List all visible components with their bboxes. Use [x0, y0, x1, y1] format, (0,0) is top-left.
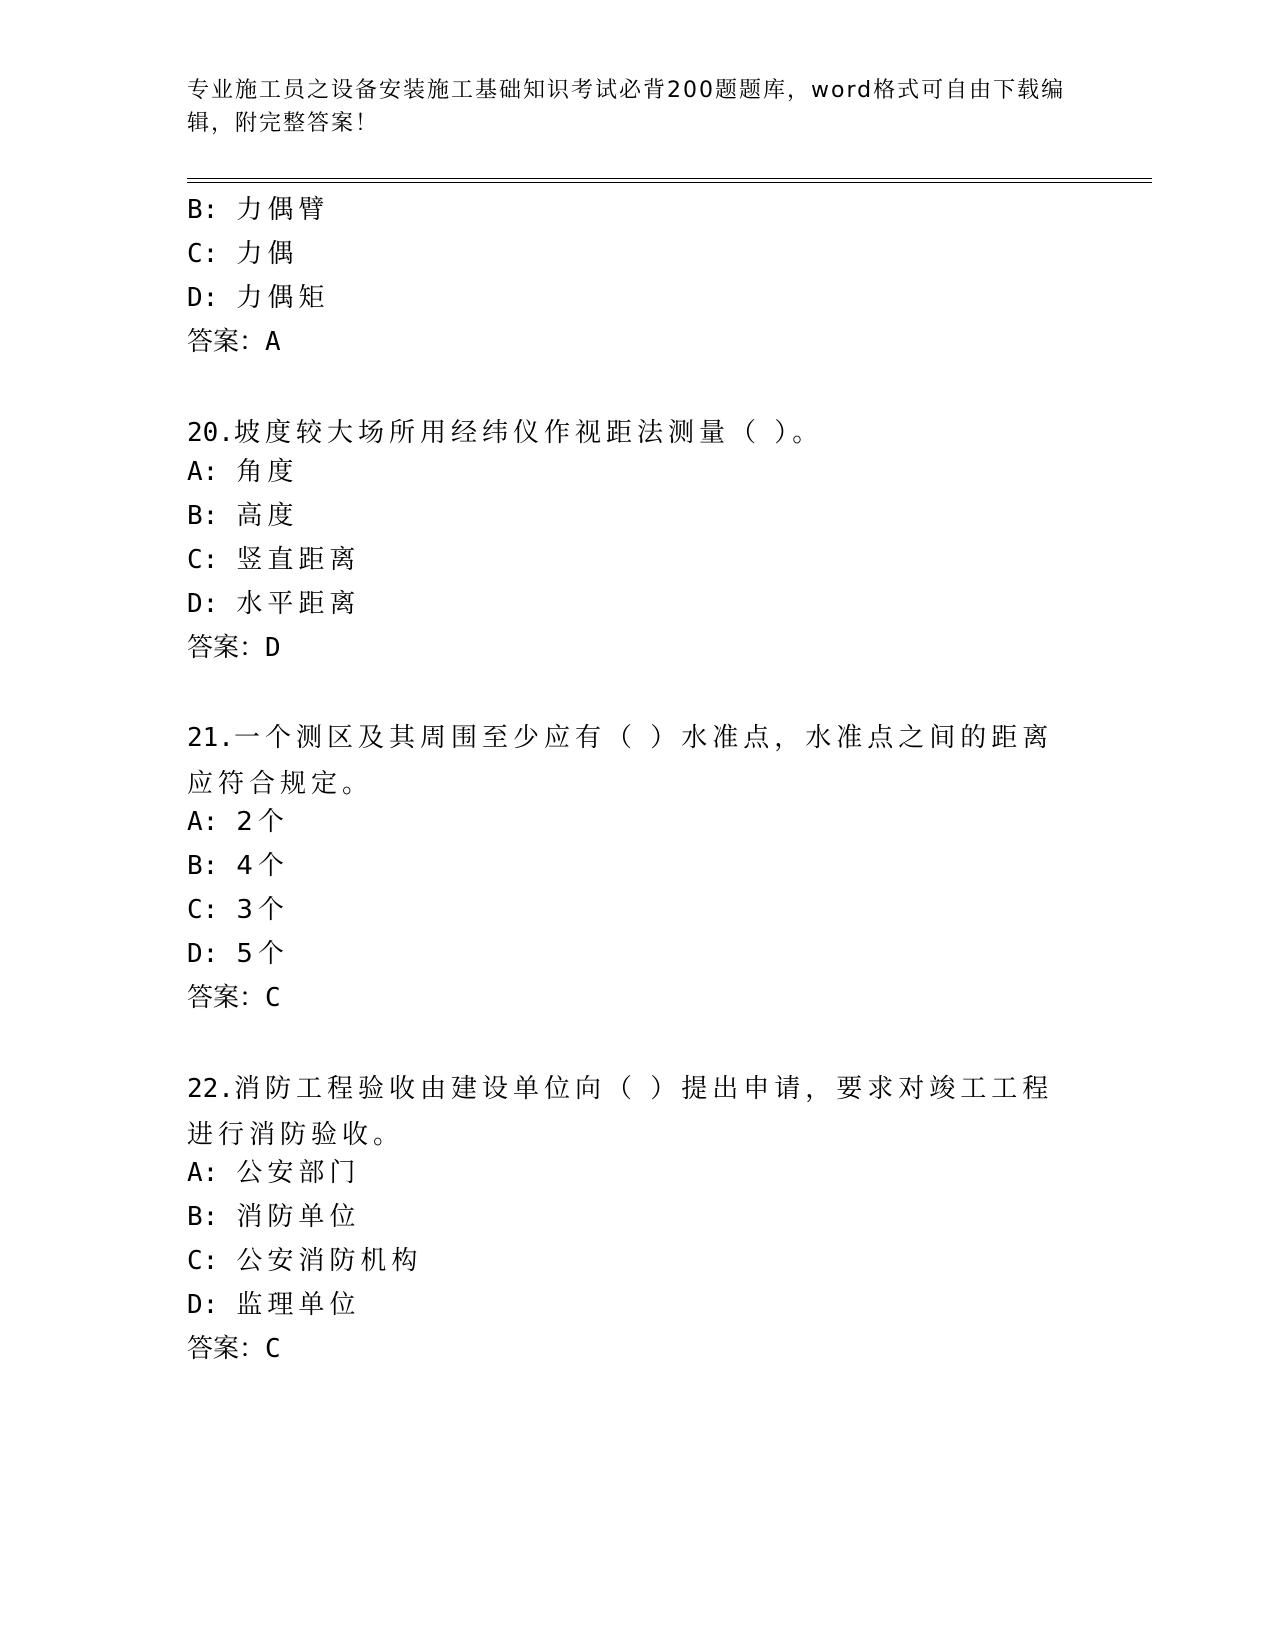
option-row	[187, 1201, 360, 1233]
option-row	[187, 456, 298, 488]
document-header	[187, 74, 1067, 140]
question-text	[187, 715, 1067, 807]
option-row	[187, 850, 289, 882]
option-label: C:	[187, 1246, 219, 1276]
answer-label: 答案：	[187, 633, 266, 663]
document-title: 专业施工员之设备安装施工基础知识考试必背200题题库，word格式可自由下载编辑，附完整答案！	[187, 78, 1066, 136]
question-text	[187, 410, 1067, 456]
option-label: D:	[187, 589, 219, 619]
answer-label: 答案：	[187, 1334, 266, 1364]
option-text: 4个	[236, 851, 289, 881]
option-label: C:	[187, 895, 219, 925]
answer-value: D	[265, 633, 281, 663]
option-text: 角度	[236, 457, 299, 487]
option-row	[187, 588, 360, 620]
option-text: 5个	[236, 939, 289, 969]
option-label: D:	[187, 283, 219, 313]
question-number: 20.	[187, 418, 234, 448]
option-row	[187, 544, 360, 576]
header-divider-bottom	[187, 182, 1152, 183]
option-text: 力偶臂	[236, 195, 330, 225]
option-text: 竖直距离	[236, 545, 361, 575]
option-text: 监理单位	[236, 1290, 361, 1320]
option-text: 水平距离	[236, 589, 361, 619]
option-label: C:	[187, 239, 219, 269]
question-text	[187, 1066, 1067, 1158]
answer-line	[187, 1333, 281, 1365]
option-row	[187, 194, 329, 226]
header-divider-top	[187, 178, 1152, 179]
question-body: 消防工程验收由建设单位向（ ）提出申请，要求对竣工工程进行消防验收。	[187, 1074, 1054, 1150]
option-row	[187, 806, 289, 838]
option-label: B:	[187, 1202, 219, 1232]
question-number: 22.	[187, 1074, 234, 1104]
option-text: 消防单位	[236, 1202, 361, 1232]
option-row	[187, 1245, 422, 1277]
option-text: 公安消防机构	[236, 1246, 423, 1276]
question-body: 坡度较大场所用经纬仪作视距法测量（ ）。	[233, 418, 824, 448]
answer-line	[187, 632, 281, 664]
option-label: B:	[187, 195, 219, 225]
answer-value: C	[265, 1334, 281, 1364]
option-text: 高度	[236, 501, 299, 531]
option-text: 2个	[236, 807, 289, 837]
option-label: A:	[187, 807, 219, 837]
option-text: 力偶	[236, 239, 299, 269]
answer-value: A	[265, 327, 281, 357]
question-body: 一个测区及其周围至少应有（ ）水准点，水准点之间的距离应符合规定。	[187, 723, 1054, 799]
question-number: 21.	[187, 723, 234, 753]
option-row	[187, 894, 289, 926]
option-label: A:	[187, 457, 219, 487]
answer-value: C	[265, 983, 281, 1013]
option-label: C:	[187, 545, 219, 575]
option-label: A:	[187, 1158, 219, 1188]
option-text: 3个	[236, 895, 289, 925]
option-row	[187, 1289, 360, 1321]
answer-label: 答案：	[187, 983, 266, 1013]
option-row	[187, 938, 289, 970]
option-label: B:	[187, 501, 219, 531]
option-text: 公安部门	[236, 1158, 361, 1188]
option-text: 力偶矩	[236, 283, 330, 313]
option-label: D:	[187, 939, 219, 969]
answer-label: 答案：	[187, 327, 266, 357]
option-label: B:	[187, 851, 219, 881]
option-row	[187, 500, 298, 532]
answer-line	[187, 326, 281, 358]
option-row	[187, 238, 298, 270]
option-row	[187, 282, 329, 314]
option-label: D:	[187, 1290, 219, 1320]
answer-line	[187, 982, 281, 1014]
option-row	[187, 1157, 360, 1189]
